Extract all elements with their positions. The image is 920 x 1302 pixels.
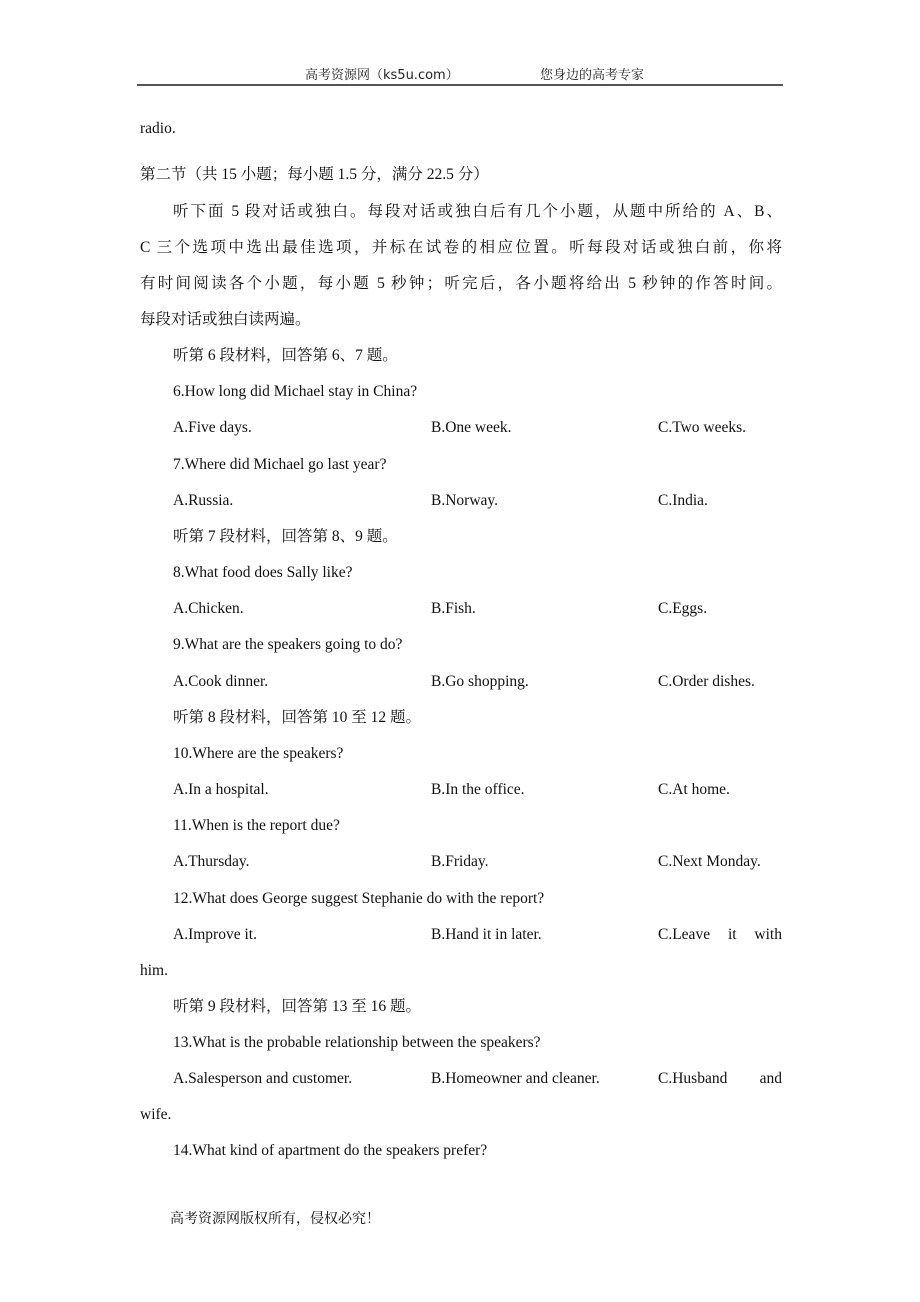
option-b: B.Norway.	[431, 492, 499, 509]
section-heading: 第二节（共 15 小题；每小题 1.5 分，满分 22.5 分）	[140, 166, 489, 183]
instruction-line: C 三个选项中选出最佳选项，并标在试卷的相应位置。听每段对话或独白前，你将	[140, 239, 782, 256]
option-c: C.Next Monday.	[658, 853, 761, 870]
option-a: A.Russia.	[173, 492, 234, 509]
option-b: B.Fish.	[431, 600, 476, 617]
option-a: A.Thursday.	[173, 853, 250, 870]
material-heading: 听第 7 段材料，回答第 8、9 题。	[173, 528, 398, 545]
question: 14.What kind of apartment do the speakers prefer?	[173, 1142, 488, 1159]
question: 9.What are the speakers going to do?	[173, 636, 403, 653]
option-a: A.Salesperson and customer.	[173, 1070, 353, 1087]
question: 11.When is the report due?	[173, 817, 340, 834]
option-a: A.Chicken.	[173, 600, 244, 617]
footer-copyright: 高考资源网版权所有，侵权必究！	[170, 1212, 380, 1227]
option-c: C.Eggs.	[658, 600, 708, 617]
option-a: A.In a hospital.	[173, 781, 269, 798]
option-b: B.Hand it in later.	[431, 926, 542, 943]
option-c: C.India.	[658, 492, 708, 509]
header-rule	[137, 84, 783, 86]
option-b: B.In the office.	[431, 781, 525, 798]
instruction-line: 有时间阅读各个小题，每小题 5 秒钟；听完后，各小题将给出 5 秒钟的作答时间。	[140, 275, 782, 292]
option-a: A.Five days.	[173, 419, 252, 436]
text-line: radio.	[140, 120, 176, 137]
option-c: C.Order dishes.	[658, 673, 755, 690]
instruction-line: 听下面 5 段对话或独白。每段对话或独白后有几个小题，从题中所给的 A、B、	[173, 203, 782, 220]
question: 13.What is the probable relationship between the speakers?	[173, 1034, 541, 1051]
material-heading: 听第 6 段材料，回答第 6、7 题。	[173, 347, 398, 364]
option-b: B.Homeowner and cleaner.	[431, 1070, 600, 1087]
option-c-continued: him.	[140, 962, 168, 979]
option-c: C.Two weeks.	[658, 419, 747, 436]
option-c: C.Husband and	[658, 1070, 782, 1087]
option-a: A.Improve it.	[173, 926, 257, 943]
option-b: B.Go shopping.	[431, 673, 529, 690]
option-c-continued: wife.	[140, 1106, 172, 1123]
option-b: B.Friday.	[431, 853, 489, 870]
option-a: A.Cook dinner.	[173, 673, 269, 690]
question: 10.Where are the speakers?	[173, 745, 344, 762]
instruction-line: 每段对话或独白读两遍。	[140, 311, 311, 328]
header-site: 高考资源网（ks5u.com）	[305, 68, 459, 83]
question: 7.Where did Michael go last year?	[173, 456, 387, 473]
material-heading: 听第 9 段材料，回答第 13 至 16 题。	[173, 998, 422, 1015]
question: 6.How long did Michael stay in China?	[173, 383, 418, 400]
header-slogan: 您身边的高考专家	[540, 68, 645, 83]
question: 8.What food does Sally like?	[173, 564, 353, 581]
option-b: B.One week.	[431, 419, 512, 436]
material-heading: 听第 8 段材料，回答第 10 至 12 题。	[173, 709, 422, 726]
question: 12.What does George suggest Stephanie do with the report?	[173, 890, 545, 907]
option-c: C.At home.	[658, 781, 730, 798]
option-c: C.Leave it with	[658, 926, 782, 943]
